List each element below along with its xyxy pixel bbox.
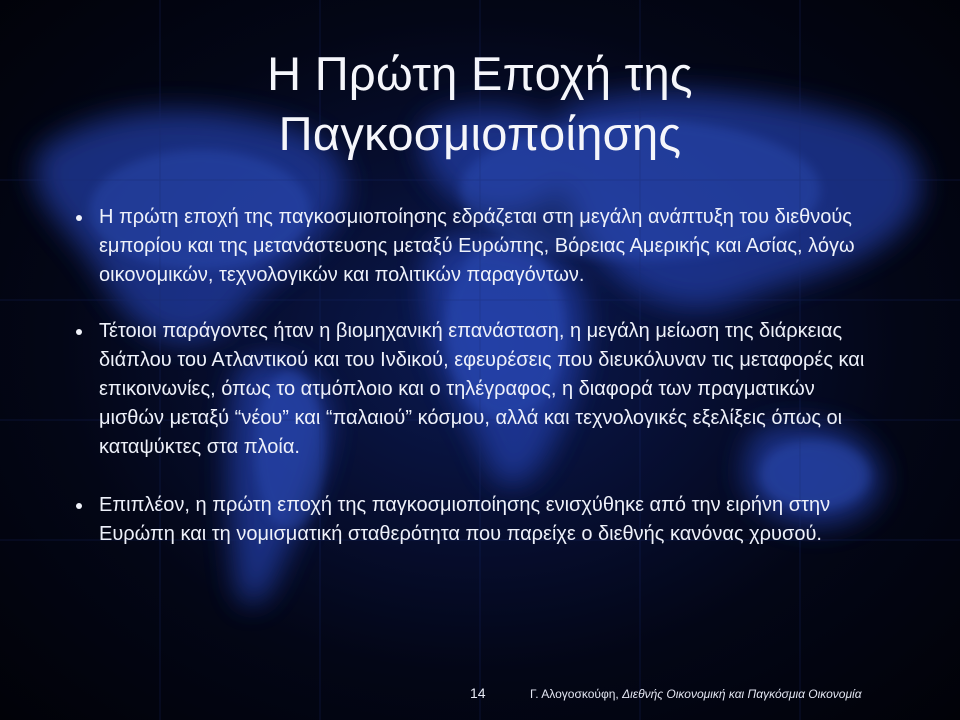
- bullet-item: [60, 491, 880, 549]
- slide-title-line-2: Παγκοσμιοποίησης: [278, 107, 682, 160]
- bullet-item: [60, 317, 880, 462]
- bullet-text: Η πρώτη εποχή της παγκοσμιοποίησης εδράζεται στη μεγάλη ανάπτυξη του διεθνούς εμπορίου και της μετανάστευσης μεταξύ Ευρώπης, Βόρειας Αμερικής και Ασίας, λόγω οικονομικών, τεχνολογικών και πολιτικών παραγόντων.: [99, 206, 855, 286]
- slide-title: [0, 44, 960, 164]
- footer-citation: [530, 687, 950, 701]
- bullet-text: Τέτοιοι παράγοντες ήταν η βιομηχανική επανάσταση, η μεγάλη μείωση της διάρκειας διάπλου του Ατλαντικού και του Ινδικού, εφευρέσεις που διευκόλυναν τις μεταφορές και επικοινωνίες, όπως το ατμόπλοιο και ο τηλέγραφος, η διαφορά των πραγματικών μισθών μεταξύ “νέου” και “παλαιού” κόσμου, αλλά και τεχνολογικές εξελίξεις όπως οι καταψύκτες στα πλοία.: [99, 320, 865, 458]
- bullet-text: Επιπλέον, η πρώτη εποχή της παγκοσμιοποίησης ενισχύθηκε από την ειρήνη στην Ευρώπη και τη νομισματική σταθερότητα που παρείχε ο διεθνής κανόνας χρυσού.: [99, 494, 831, 545]
- bullet-list: [60, 203, 880, 576]
- bullet-dot-icon: [76, 503, 82, 509]
- page-number: 14: [470, 685, 486, 701]
- bullet-dot-icon: [76, 215, 82, 221]
- bullet-item: [60, 203, 880, 290]
- footer-author: Γ. Αλογοσκούφη,: [530, 687, 623, 701]
- bullet-dot-icon: [76, 329, 82, 335]
- footer-book-title: Διεθνής Οικονομική και Παγκόσμια Οικονομία: [622, 687, 862, 701]
- slide-title-line-1: Η Πρώτη Εποχή της: [267, 47, 693, 100]
